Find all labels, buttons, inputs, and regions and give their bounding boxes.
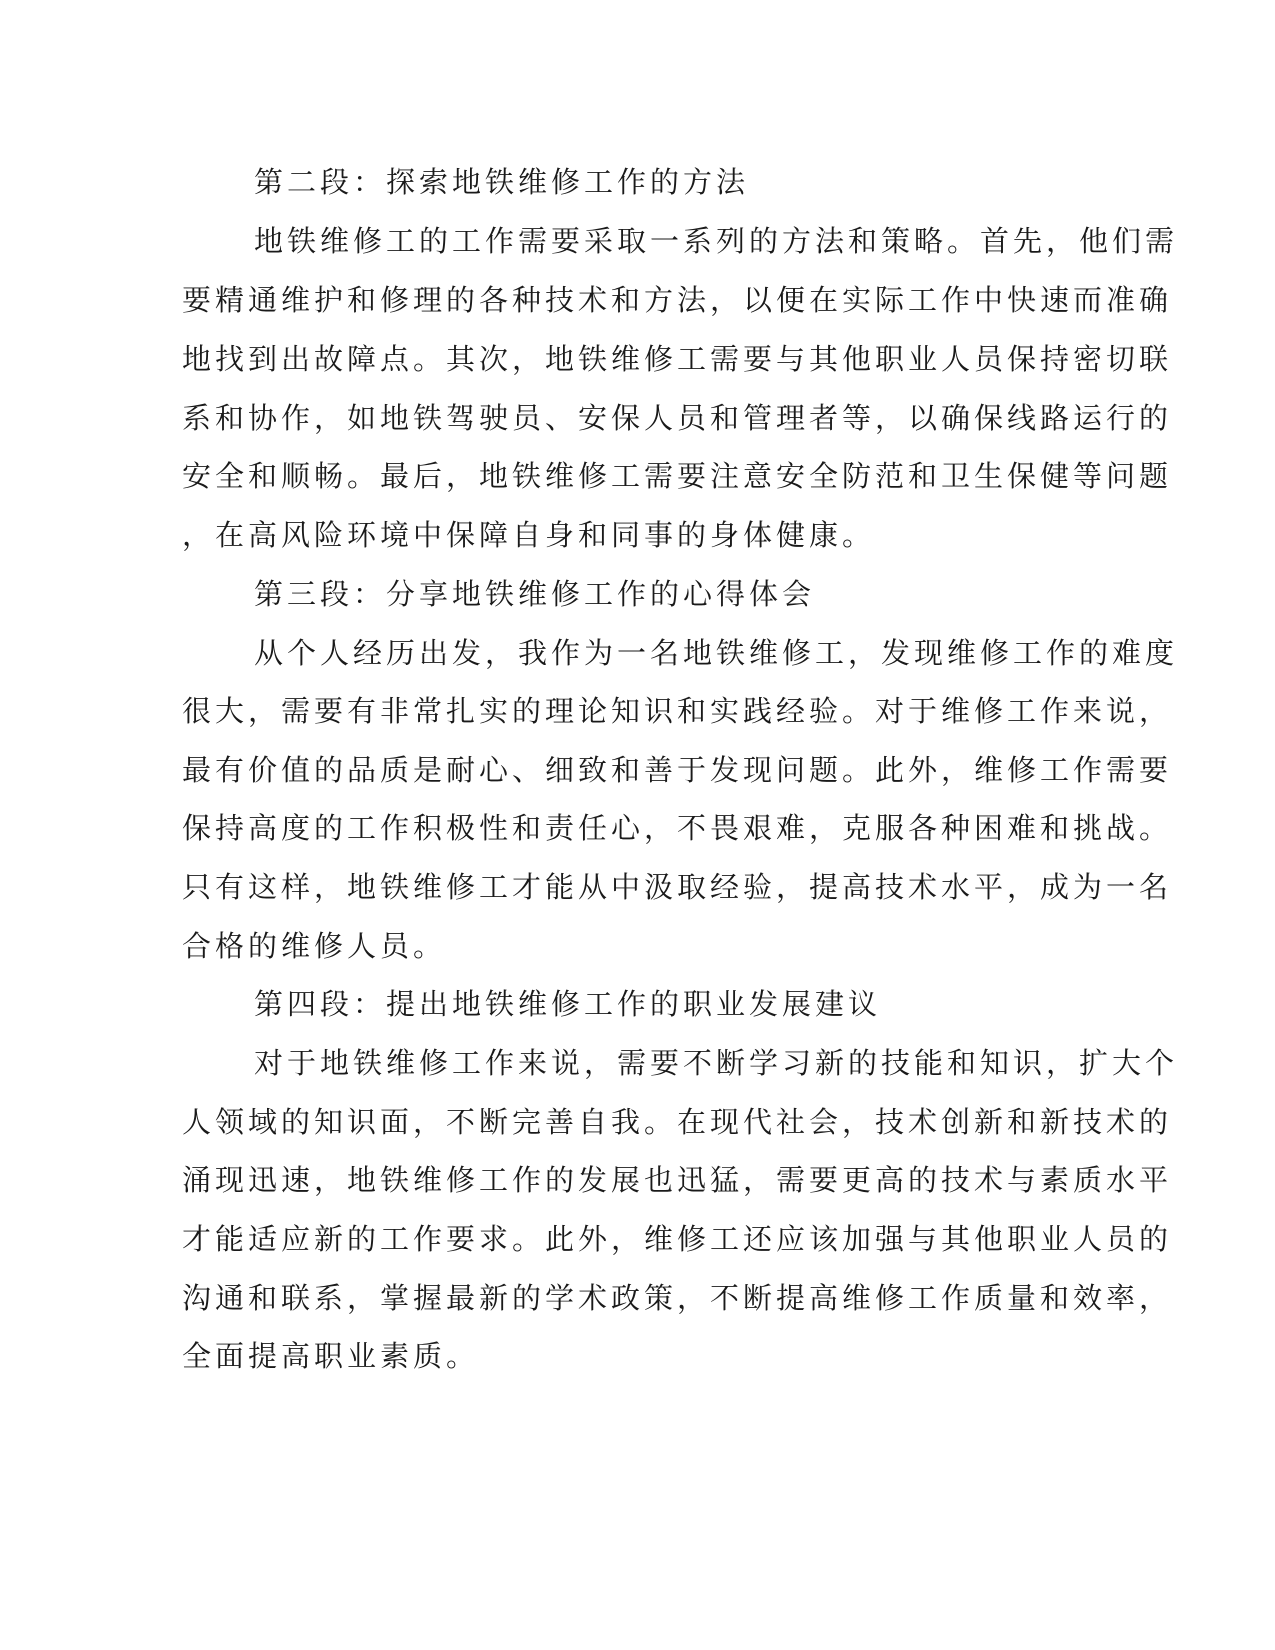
paragraph-line: 系和协作，如地铁驾驶员、安保人员和管理者等，以确保线路运行的: [182, 401, 1173, 435]
paragraph-line: 全面提高职业素质。: [182, 1339, 480, 1373]
paragraph-line: 对于地铁维修工作来说，需要不断学习新的技能和知识，扩大个: [254, 1046, 1179, 1080]
paragraph-line: 地找到出故障点。其次，地铁维修工需要与其他职业人员保持密切联: [182, 342, 1173, 376]
paragraph-line: 涌现迅速，地铁维修工作的发展也迅猛，需要更高的技术与素质水平: [182, 1163, 1173, 1197]
paragraph-line: 沟通和联系，掌握最新的学术政策，不断提高维修工作质量和效率，: [182, 1281, 1173, 1315]
section-2-heading: 第二段：探索地铁维修工作的方法: [254, 165, 750, 199]
paragraph-line: 地铁维修工的工作需要采取一系列的方法和策略。首先，他们需: [254, 224, 1179, 258]
paragraph-line: 才能适应新的工作要求。此外，维修工还应该加强与其他职业人员的: [182, 1222, 1173, 1256]
paragraph-line: 从个人经历出发，我作为一名地铁维修工，发现维修工作的难度: [254, 636, 1179, 670]
section-4-heading: 第四段：提出地铁维修工作的职业发展建议: [254, 987, 882, 1021]
section-3-heading: 第三段：分享地铁维修工作的心得体会: [254, 577, 816, 611]
paragraph-line: 只有这样，地铁维修工才能从中汲取经验，提高技术水平，成为一名: [182, 870, 1173, 904]
paragraph-line: 安全和顺畅。最后，地铁维修工需要注意安全防范和卫生保健等问题: [182, 459, 1173, 493]
paragraph-line: 最有价值的品质是耐心、细致和善于发现问题。此外，维修工作需要: [182, 753, 1173, 787]
paragraph-line: 保持高度的工作积极性和责任心，不畏艰难，克服各种困难和挑战。: [182, 811, 1173, 845]
paragraph-line: ，在高风险环境中保障自身和同事的身体健康。: [182, 518, 876, 552]
paragraph-line: 合格的维修人员。: [182, 929, 447, 963]
paragraph-line: 人领域的知识面，不断完善自我。在现代社会，技术创新和新技术的: [182, 1105, 1173, 1139]
paragraph-line: 要精通维护和修理的各种技术和方法，以便在实际工作中快速而准确: [182, 283, 1173, 317]
paragraph-line: 很大，需要有非常扎实的理论知识和实践经验。对于维修工作来说，: [182, 694, 1173, 728]
